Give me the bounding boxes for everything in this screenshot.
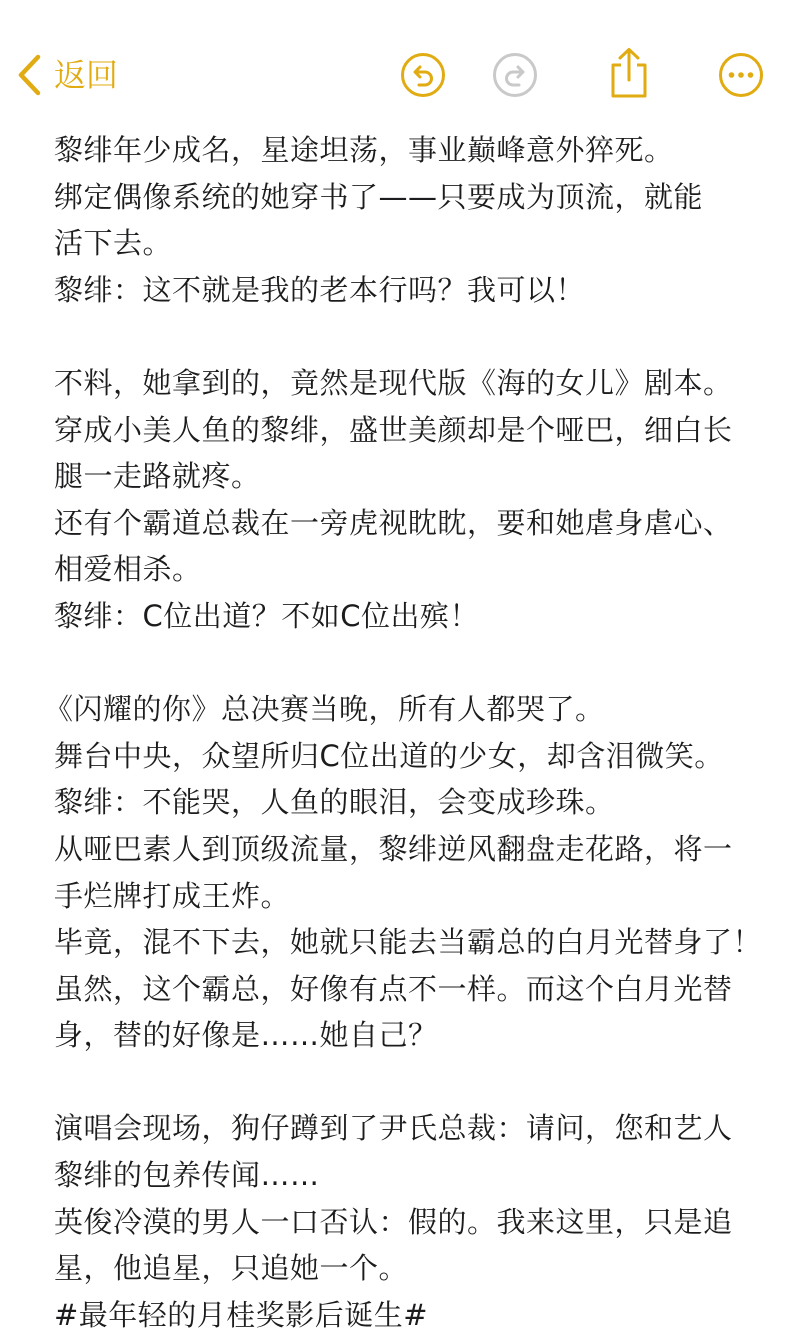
note-line: 黎绯的包养传闻…… [54, 1158, 320, 1193]
note-line: 不料，她拿到的，竟然是现代版《海的女儿》剧本。 [54, 365, 733, 400]
note-line: 相爱相杀。 [54, 552, 202, 587]
share-icon[interactable] [606, 46, 652, 100]
undo-icon[interactable] [400, 52, 446, 98]
note-line: 《闪耀的你》总决赛当晚，所有人都哭了。 [44, 692, 605, 727]
blank-line [0, 640, 800, 687]
note-line: 从哑巴素人到顶级流量，黎绯逆风翻盘走花路，将一 [54, 831, 733, 866]
note-line: 黎绯：这不就是我的老本行吗？我可以！ [54, 272, 586, 307]
note-line: 手烂牌打成王炸。 [54, 878, 291, 913]
navigation-toolbar [0, 0, 800, 130]
note-line: 腿一走路就疼。 [54, 459, 261, 494]
note-line: 毕竟，混不下去，她就只能去当霸总的白月光替身了！ [54, 925, 763, 960]
note-line: #最年轻的月桂奖影后诞生# [54, 1297, 429, 1332]
note-line: 身，替的好像是……她自己？ [54, 1018, 438, 1053]
chevron-left-icon [16, 53, 42, 97]
note-line: 还有个霸道总裁在一旁虎视眈眈，要和她虐身虐心、 [54, 505, 733, 540]
back-label: 返回 [54, 56, 119, 94]
note-line: 星，他追星，只追她一个。 [54, 1251, 409, 1286]
note-line: 穿成小美人鱼的黎绯，盛世美颜却是个哑巴，细白长 [54, 412, 733, 447]
note-line: 绑定偶像系统的她穿书了——只要成为顶流，就能 [54, 179, 704, 214]
blank-line [0, 1059, 800, 1106]
blank-line [0, 313, 800, 360]
note-line: 黎绯年少成名，星途坦荡，事业巅峰意外猝死。 [54, 133, 674, 167]
more-icon[interactable] [718, 52, 764, 98]
note-line: 黎绯：不能哭，人鱼的眼泪，会变成珍珠。 [54, 785, 615, 820]
note-line: 演唱会现场，狗仔蹲到了尹氏总裁：请问，您和艺人 [54, 1111, 733, 1146]
note-line: 黎绯：C位出道？不如C位出殡！ [54, 598, 479, 633]
note-line: 活下去。 [54, 226, 173, 261]
note-line: 英俊冷漠的男人一口否认：假的。我来这里，只是追 [54, 1204, 733, 1239]
back-button[interactable] [16, 50, 118, 100]
redo-icon[interactable] [492, 52, 538, 98]
note-line: 舞台中央，众望所归C位出道的少女，却含泪微笑。 [54, 738, 724, 773]
note-body[interactable] [0, 127, 800, 1338]
note-line: 虽然，这个霸总，好像有点不一样。而这个白月光替 [54, 971, 733, 1006]
